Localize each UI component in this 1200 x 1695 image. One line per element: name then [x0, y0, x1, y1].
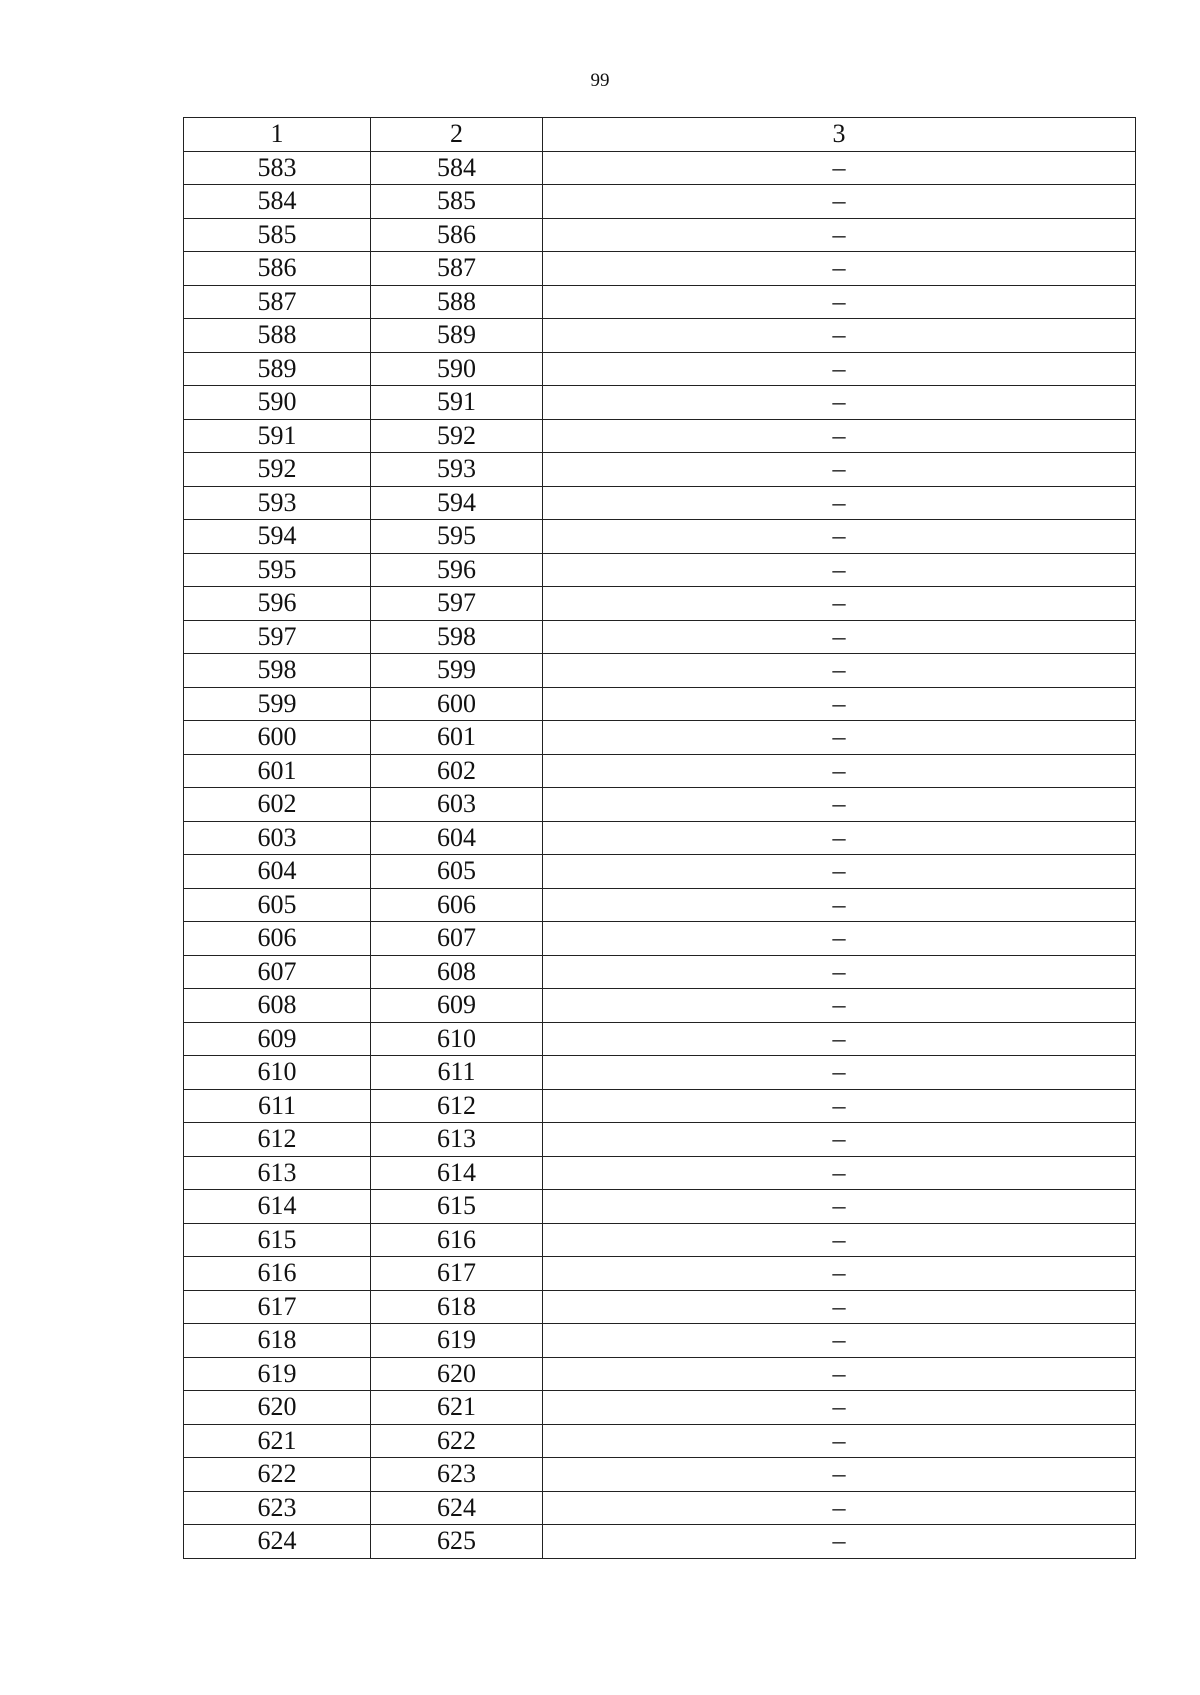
table-cell: 591 [371, 386, 543, 420]
table-cell: 602 [371, 754, 543, 788]
table-row [184, 151, 1136, 185]
table-cell: 589 [184, 352, 371, 386]
table-cell: 587 [184, 285, 371, 319]
table-row [184, 1525, 1136, 1559]
table-cell: 608 [371, 955, 543, 989]
table-cell: – [543, 520, 1136, 554]
table-row [184, 1156, 1136, 1190]
table-cell: 604 [371, 821, 543, 855]
table-cell: 609 [371, 989, 543, 1023]
table-row [184, 1424, 1136, 1458]
table-cell: 619 [371, 1324, 543, 1358]
table-cell: – [543, 654, 1136, 688]
table-cell: 615 [371, 1190, 543, 1224]
table-cell: – [543, 386, 1136, 420]
table-cell: – [543, 989, 1136, 1023]
table-cell: 606 [371, 888, 543, 922]
table-cell: 593 [184, 486, 371, 520]
table-row [184, 386, 1136, 420]
table-cell: 625 [371, 1525, 543, 1559]
table-cell: 615 [184, 1223, 371, 1257]
table-cell: 596 [371, 553, 543, 587]
table-cell: 624 [184, 1525, 371, 1559]
table-row [184, 1458, 1136, 1492]
table-cell: – [543, 721, 1136, 755]
table-cell: – [543, 1458, 1136, 1492]
table-cell: 595 [371, 520, 543, 554]
table-cell: 584 [371, 151, 543, 185]
table-row [184, 855, 1136, 889]
table-row [184, 520, 1136, 554]
table-cell: 600 [371, 687, 543, 721]
table-cell: 618 [371, 1290, 543, 1324]
table-cell: – [543, 687, 1136, 721]
table-cell: 614 [184, 1190, 371, 1224]
table-cell: – [543, 922, 1136, 956]
table-cell: – [543, 419, 1136, 453]
table-cell: – [543, 1123, 1136, 1157]
table-cell: – [543, 1324, 1136, 1358]
page-number: 99 [590, 70, 610, 91]
table-cell: – [543, 252, 1136, 286]
table-cell: – [543, 151, 1136, 185]
table-row [184, 754, 1136, 788]
table-cell: – [543, 1089, 1136, 1123]
table-row [184, 1391, 1136, 1425]
table-cell: 599 [371, 654, 543, 688]
table-cell: – [543, 855, 1136, 889]
table-row [184, 285, 1136, 319]
table-cell: 618 [184, 1324, 371, 1358]
table-cell: 603 [371, 788, 543, 822]
table-cell: – [543, 587, 1136, 621]
table-row [184, 1491, 1136, 1525]
table-cell: – [543, 352, 1136, 386]
table-cell: 598 [184, 654, 371, 688]
table-cell: 583 [184, 151, 371, 185]
table-cell: 624 [371, 1491, 543, 1525]
table-cell: 592 [184, 453, 371, 487]
table-cell: 590 [371, 352, 543, 386]
table-cell: 600 [184, 721, 371, 755]
table-row [184, 1089, 1136, 1123]
table-cell: 591 [184, 419, 371, 453]
table-row [184, 218, 1136, 252]
table-body [184, 118, 1136, 1559]
table-row [184, 1190, 1136, 1224]
table-row [184, 1357, 1136, 1391]
table-cell: 586 [184, 252, 371, 286]
table-cell: 584 [184, 185, 371, 219]
table-cell: 606 [184, 922, 371, 956]
table-cell: 596 [184, 587, 371, 621]
table-cell: 621 [184, 1424, 371, 1458]
table-cell: 588 [184, 319, 371, 353]
table-cell: 611 [371, 1056, 543, 1090]
table-cell: – [543, 1056, 1136, 1090]
table-row [184, 453, 1136, 487]
table-cell: – [543, 185, 1136, 219]
table-row [184, 1056, 1136, 1090]
table-cell: – [543, 1424, 1136, 1458]
table-row [184, 1022, 1136, 1056]
table-cell: 601 [371, 721, 543, 755]
table-header-row [184, 118, 1136, 152]
table-cell: 621 [371, 1391, 543, 1425]
table-cell: 601 [184, 754, 371, 788]
table-row [184, 1257, 1136, 1291]
table-cell: 602 [184, 788, 371, 822]
table-cell: – [543, 285, 1136, 319]
table-cell: 585 [184, 218, 371, 252]
table-cell: – [543, 1357, 1136, 1391]
table-cell: 608 [184, 989, 371, 1023]
table-cell: – [543, 453, 1136, 487]
table-cell: – [543, 955, 1136, 989]
table-cell: 616 [184, 1257, 371, 1291]
table-cell: 609 [184, 1022, 371, 1056]
table-cell: 586 [371, 218, 543, 252]
table-cell: – [543, 821, 1136, 855]
table-cell: 622 [184, 1458, 371, 1492]
table-row [184, 955, 1136, 989]
table-cell: – [543, 888, 1136, 922]
header-cell: 1 [184, 118, 371, 152]
table-cell: 617 [184, 1290, 371, 1324]
table-row [184, 587, 1136, 621]
table-cell: 611 [184, 1089, 371, 1123]
table-cell: 612 [371, 1089, 543, 1123]
table-cell: 590 [184, 386, 371, 420]
table-cell: – [543, 1022, 1136, 1056]
table-cell: 589 [371, 319, 543, 353]
table-row [184, 989, 1136, 1023]
table-cell: 607 [184, 955, 371, 989]
table-cell: 610 [371, 1022, 543, 1056]
table-cell: 605 [371, 855, 543, 889]
data-table [183, 117, 1136, 1559]
table-cell: – [543, 754, 1136, 788]
table-cell: 620 [371, 1357, 543, 1391]
table-row [184, 185, 1136, 219]
table-cell: 585 [371, 185, 543, 219]
table-row [184, 922, 1136, 956]
table-cell: 587 [371, 252, 543, 286]
table-cell: 622 [371, 1424, 543, 1458]
table-row [184, 1123, 1136, 1157]
table-cell: – [543, 553, 1136, 587]
table-row [184, 654, 1136, 688]
table-cell: – [543, 1156, 1136, 1190]
table-cell: – [543, 1491, 1136, 1525]
table-cell: 597 [371, 587, 543, 621]
table-cell: 610 [184, 1056, 371, 1090]
table-cell: 604 [184, 855, 371, 889]
table-row [184, 721, 1136, 755]
table-cell: 597 [184, 620, 371, 654]
table-row [184, 419, 1136, 453]
table-row [184, 788, 1136, 822]
table-cell: 623 [184, 1491, 371, 1525]
table-cell: 612 [184, 1123, 371, 1157]
table-cell: 607 [371, 922, 543, 956]
table-cell: 588 [371, 285, 543, 319]
table-row [184, 620, 1136, 654]
table-cell: – [543, 218, 1136, 252]
table-cell: 623 [371, 1458, 543, 1492]
table-cell: – [543, 1391, 1136, 1425]
table-cell: – [543, 1223, 1136, 1257]
table-cell: 613 [371, 1123, 543, 1157]
table-row [184, 252, 1136, 286]
table-row [184, 1324, 1136, 1358]
table-row [184, 687, 1136, 721]
table-cell: – [543, 1190, 1136, 1224]
table-row [184, 352, 1136, 386]
table-cell: – [543, 1290, 1136, 1324]
table-cell: 592 [371, 419, 543, 453]
table-cell: 595 [184, 553, 371, 587]
table-cell: – [543, 1525, 1136, 1559]
table-cell: – [543, 620, 1136, 654]
table-row [184, 1223, 1136, 1257]
table-row [184, 1290, 1136, 1324]
table-cell: 605 [184, 888, 371, 922]
table-cell: – [543, 1257, 1136, 1291]
table-cell: 614 [371, 1156, 543, 1190]
table-cell: 620 [184, 1391, 371, 1425]
table-cell: 598 [371, 620, 543, 654]
table-cell: 593 [371, 453, 543, 487]
table-cell: 616 [371, 1223, 543, 1257]
table-cell: – [543, 788, 1136, 822]
table-row [184, 888, 1136, 922]
table-cell: 613 [184, 1156, 371, 1190]
table-row [184, 319, 1136, 353]
table-row [184, 821, 1136, 855]
table-row [184, 553, 1136, 587]
table-cell: 594 [371, 486, 543, 520]
header-cell: 2 [371, 118, 543, 152]
table-cell: 599 [184, 687, 371, 721]
header-cell: 3 [543, 118, 1136, 152]
table-row [184, 486, 1136, 520]
table-cell: 617 [371, 1257, 543, 1291]
table-cell: – [543, 319, 1136, 353]
table-cell: 594 [184, 520, 371, 554]
table-cell: 619 [184, 1357, 371, 1391]
table-cell: – [543, 486, 1136, 520]
table-cell: 603 [184, 821, 371, 855]
